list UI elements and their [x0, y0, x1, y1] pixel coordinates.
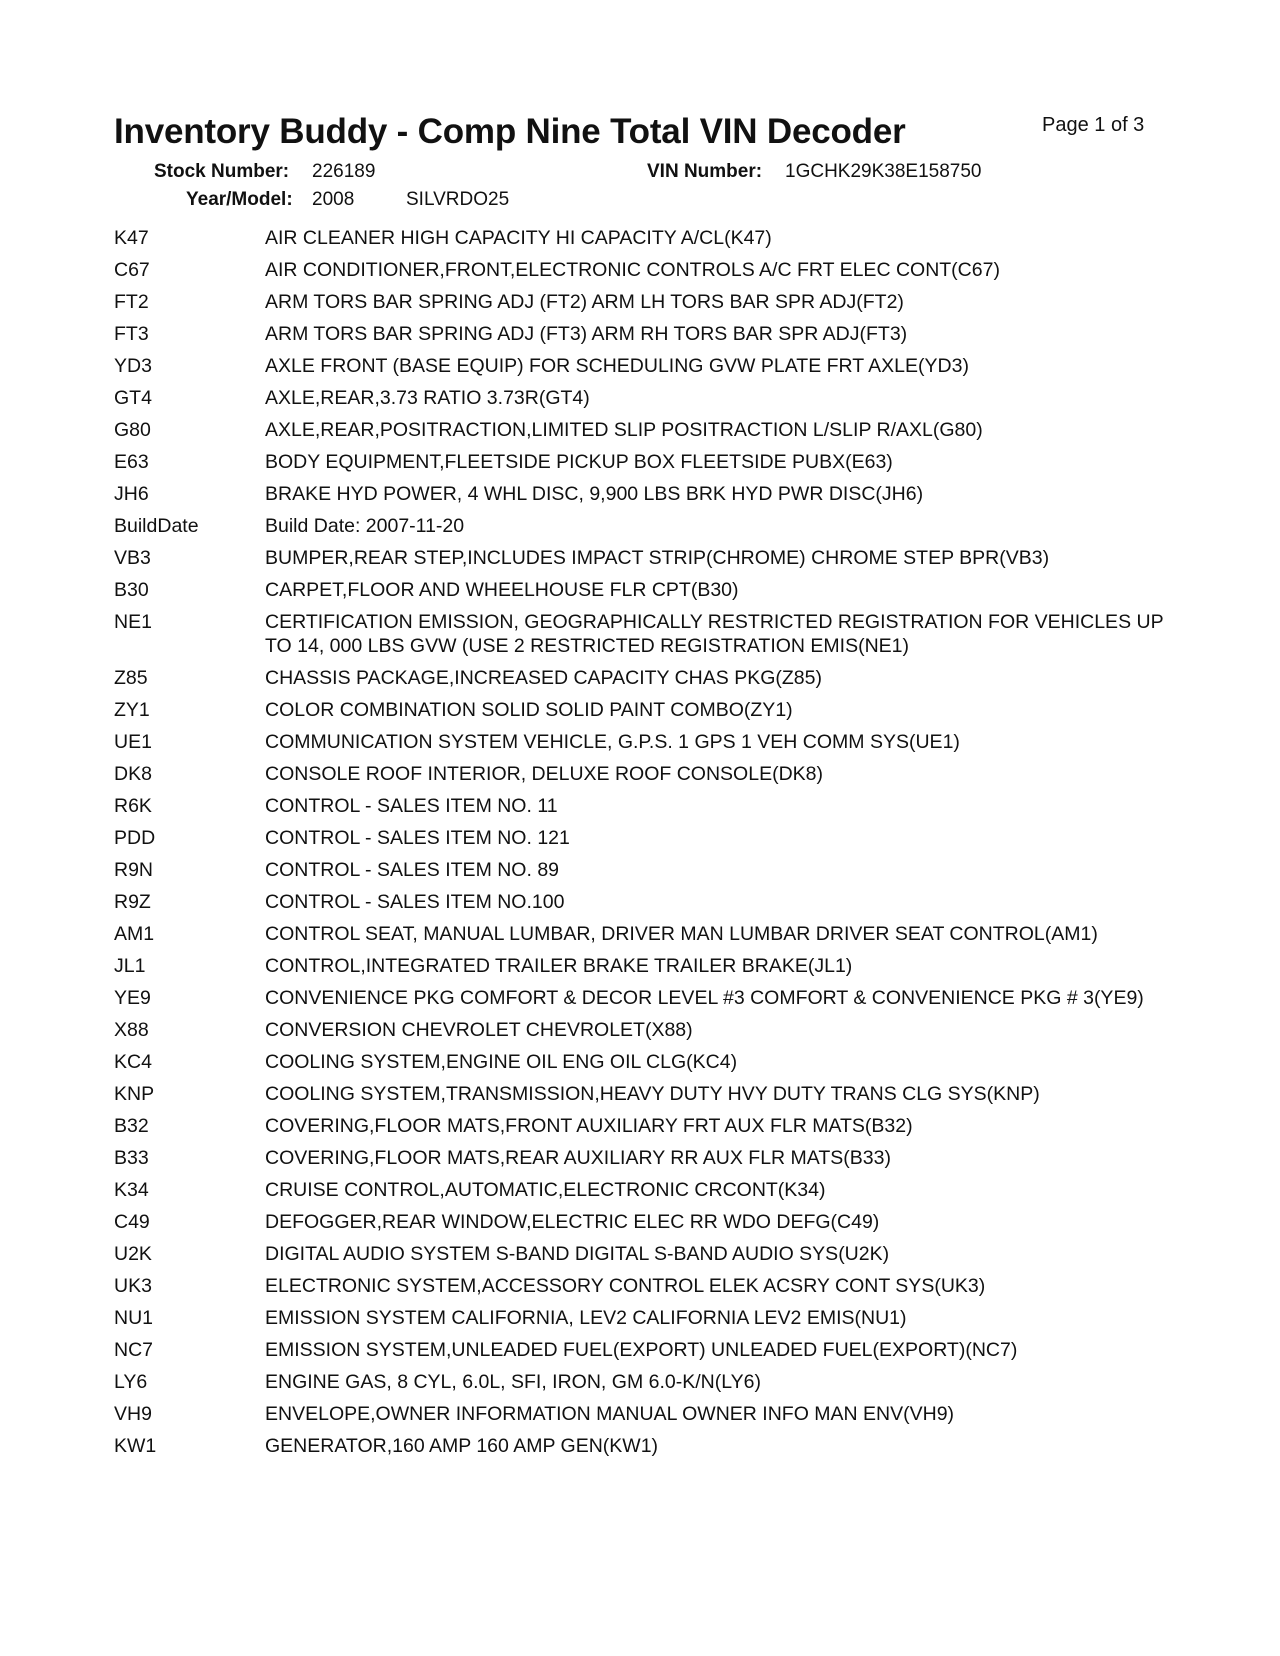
option-row [114, 826, 1164, 858]
option-description: CONVERSION CHEVROLET CHEVROLET(X88) [265, 1019, 693, 1041]
option-description: AXLE,REAR,POSITRACTION,LIMITED SLIP POSITRACTION L/SLIP R/AXL(G80) [265, 419, 983, 441]
option-code: X88 [114, 1019, 149, 1041]
option-row [114, 762, 1164, 794]
option-description: CONSOLE ROOF INTERIOR, DELUXE ROOF CONSOLE(DK8) [265, 763, 823, 785]
option-code-list [114, 226, 1164, 1466]
option-code: C49 [114, 1211, 150, 1233]
option-description: CONTROL - SALES ITEM NO. 89 [265, 859, 560, 881]
option-description: AXLE,REAR,3.73 RATIO 3.73R(GT4) [265, 387, 590, 409]
option-row [114, 1178, 1164, 1210]
vin-number-value: 1GCHK29K38E158750 [785, 161, 982, 182]
option-description: ARM TORS BAR SPRING ADJ (FT2) ARM LH TORS BAR SPR ADJ(FT2) [265, 291, 904, 313]
option-row [114, 514, 1164, 546]
option-row [114, 954, 1164, 986]
option-description: Build Date: 2007-11-20 [265, 515, 465, 537]
option-description: AIR CONDITIONER,FRONT,ELECTRONIC CONTROLS A/C FRT ELEC CONT(C67) [265, 259, 1000, 281]
option-code: FT3 [114, 323, 149, 345]
option-code: B32 [114, 1115, 149, 1137]
stock-number-value: 226189 [312, 161, 376, 182]
option-row [114, 610, 1164, 666]
option-code: KW1 [114, 1435, 157, 1457]
option-code: FT2 [114, 291, 149, 313]
option-code: KC4 [114, 1051, 152, 1073]
option-description: ELECTRONIC SYSTEM,ACCESSORY CONTROL ELEK ACSRY CONT SYS(UK3) [265, 1275, 986, 1297]
option-row [114, 386, 1164, 418]
option-row [114, 450, 1164, 482]
option-row [114, 290, 1164, 322]
option-code: YE9 [114, 987, 151, 1009]
option-description: COMMUNICATION SYSTEM VEHICLE, G.P.S. 1 GPS 1 VEH COMM SYS(UE1) [265, 731, 960, 753]
option-description: DEFOGGER,REAR WINDOW,ELECTRIC ELEC RR WDO DEFG(C49) [265, 1211, 880, 1233]
option-description: CONTROL,INTEGRATED TRAILER BRAKE TRAILER BRAKE(JL1) [265, 955, 853, 977]
page-number: Page 1 of 3 [1042, 114, 1145, 136]
option-code: K47 [114, 227, 149, 249]
option-code: JL1 [114, 955, 146, 977]
stock-number-label: Stock Number: [154, 161, 290, 182]
option-description: BUMPER,REAR STEP,INCLUDES IMPACT STRIP(CHROME) CHROME STEP BPR(VB3) [265, 547, 1050, 569]
option-description: CONVENIENCE PKG COMFORT & DECOR LEVEL #3 COMFORT & CONVENIENCE PKG # 3(YE9) [265, 987, 1144, 1009]
option-row [114, 418, 1164, 450]
option-row [114, 1434, 1164, 1466]
option-code: PDD [114, 827, 156, 849]
option-description: CONTROL - SALES ITEM NO. 11 [265, 795, 558, 817]
option-description: GENERATOR,160 AMP 160 AMP GEN(KW1) [265, 1435, 659, 1457]
option-row [114, 1242, 1164, 1274]
option-code: KNP [114, 1083, 155, 1105]
option-code: E63 [114, 451, 149, 473]
option-description: CONTROL SEAT, MANUAL LUMBAR, DRIVER MAN LUMBAR DRIVER SEAT CONTROL(AM1) [265, 923, 1098, 945]
option-code: UE1 [114, 731, 152, 753]
option-code: R6K [114, 795, 152, 817]
option-code: VH9 [114, 1403, 152, 1425]
option-description: COOLING SYSTEM,ENGINE OIL ENG OIL CLG(KC4) [265, 1051, 738, 1073]
option-code: AM1 [114, 923, 155, 945]
option-row [114, 482, 1164, 514]
option-row [114, 1146, 1164, 1178]
option-description: COVERING,FLOOR MATS,FRONT AUXILIARY FRT AUX FLR MATS(B32) [265, 1115, 913, 1137]
option-description: COVERING,FLOOR MATS,REAR AUXILIARY RR AUX FLR MATS(B33) [265, 1147, 891, 1169]
option-row [114, 1306, 1164, 1338]
option-code: U2K [114, 1243, 152, 1265]
option-code: GT4 [114, 387, 152, 409]
option-code: B30 [114, 579, 149, 601]
option-row [114, 986, 1164, 1018]
option-code: Z85 [114, 667, 148, 689]
option-description: COOLING SYSTEM,TRANSMISSION,HEAVY DUTY HVY DUTY TRANS CLG SYS(KNP) [265, 1083, 1040, 1105]
option-code: DK8 [114, 763, 152, 785]
option-row [114, 546, 1164, 578]
option-row [114, 794, 1164, 826]
option-row [114, 1082, 1164, 1114]
option-description: CONTROL - SALES ITEM NO. 121 [265, 827, 570, 849]
option-code: VB3 [114, 547, 151, 569]
option-code: C67 [114, 259, 150, 281]
option-code: UK3 [114, 1275, 152, 1297]
option-row [114, 858, 1164, 890]
option-row [114, 1018, 1164, 1050]
option-row [114, 922, 1164, 954]
option-description: ARM TORS BAR SPRING ADJ (FT3) ARM RH TORS BAR SPR ADJ(FT3) [265, 323, 908, 345]
option-code: NU1 [114, 1307, 154, 1329]
option-code: R9Z [114, 891, 151, 913]
option-code: LY6 [114, 1371, 148, 1393]
option-code: JH6 [114, 483, 149, 505]
option-description: ENVELOPE,OWNER INFORMATION MANUAL OWNER INFO MAN ENV(VH9) [265, 1403, 955, 1425]
document-title: Inventory Buddy - Comp Nine Total VIN Decoder [114, 112, 906, 151]
option-description: BRAKE HYD POWER, 4 WHL DISC, 9,900 LBS BRK HYD PWR DISC(JH6) [265, 483, 924, 505]
option-description: CONTROL - SALES ITEM NO.100 [265, 891, 565, 913]
option-row [114, 730, 1164, 762]
option-row [114, 1370, 1164, 1402]
option-code: NC7 [114, 1339, 154, 1361]
option-row [114, 354, 1164, 386]
option-description: AIR CLEANER HIGH CAPACITY HI CAPACITY A/CL(K47) [265, 227, 772, 249]
model-value: SILVRDO25 [406, 189, 510, 210]
option-row [114, 1402, 1164, 1434]
option-row [114, 666, 1164, 698]
option-code: K34 [114, 1179, 149, 1201]
option-row [114, 698, 1164, 730]
vin-number-label: VIN Number: [647, 161, 763, 182]
option-description: CHASSIS PACKAGE,INCREASED CAPACITY CHAS PKG(Z85) [265, 667, 822, 689]
option-row [114, 890, 1164, 922]
option-description: COLOR COMBINATION SOLID SOLID PAINT COMBO(ZY1) [265, 699, 793, 721]
option-row [114, 1050, 1164, 1082]
option-code: G80 [114, 419, 151, 441]
option-description: CARPET,FLOOR AND WHEELHOUSE FLR CPT(B30) [265, 579, 739, 601]
option-row [114, 226, 1164, 258]
option-row [114, 258, 1164, 290]
option-code: NE1 [114, 611, 152, 633]
option-row [114, 1114, 1164, 1146]
option-description: ENGINE GAS, 8 CYL, 6.0L, SFI, IRON, GM 6.0-K/N(LY6) [265, 1371, 761, 1393]
year-value: 2008 [312, 189, 355, 210]
option-row [114, 1338, 1164, 1370]
option-description: DIGITAL AUDIO SYSTEM S-BAND DIGITAL S-BAND AUDIO SYS(U2K) [265, 1243, 890, 1265]
option-row [114, 1274, 1164, 1306]
option-code: R9N [114, 859, 154, 881]
option-description: BODY EQUIPMENT,FLEETSIDE PICKUP BOX FLEETSIDE PUBX(E63) [265, 451, 893, 473]
option-row [114, 322, 1164, 354]
option-description: CERTIFICATION EMISSION, GEOGRAPHICALLY RESTRICTED REGISTRATION FOR VEHICLES UP TO 14, 000 LBS GVW (USE 2 RESTRICTED REGISTRATION EMIS(NE1) [265, 611, 1164, 657]
option-description: AXLE FRONT (BASE EQUIP) FOR SCHEDULING GVW PLATE FRT AXLE(YD3) [265, 355, 969, 377]
option-description: EMISSION SYSTEM,UNLEADED FUEL(EXPORT) UNLEADED FUEL(EXPORT)(NC7) [265, 1339, 1018, 1361]
option-code: B33 [114, 1147, 149, 1169]
option-row [114, 578, 1164, 610]
option-code: BuildDate [114, 515, 199, 537]
option-code: ZY1 [114, 699, 150, 721]
option-description: CRUISE CONTROL,AUTOMATIC,ELECTRONIC CRCONT(K34) [265, 1179, 826, 1201]
year-model-label: Year/Model: [186, 189, 293, 210]
option-description: EMISSION SYSTEM CALIFORNIA, LEV2 CALIFORNIA LEV2 EMIS(NU1) [265, 1307, 907, 1329]
option-code: YD3 [114, 355, 152, 377]
option-row [114, 1210, 1164, 1242]
